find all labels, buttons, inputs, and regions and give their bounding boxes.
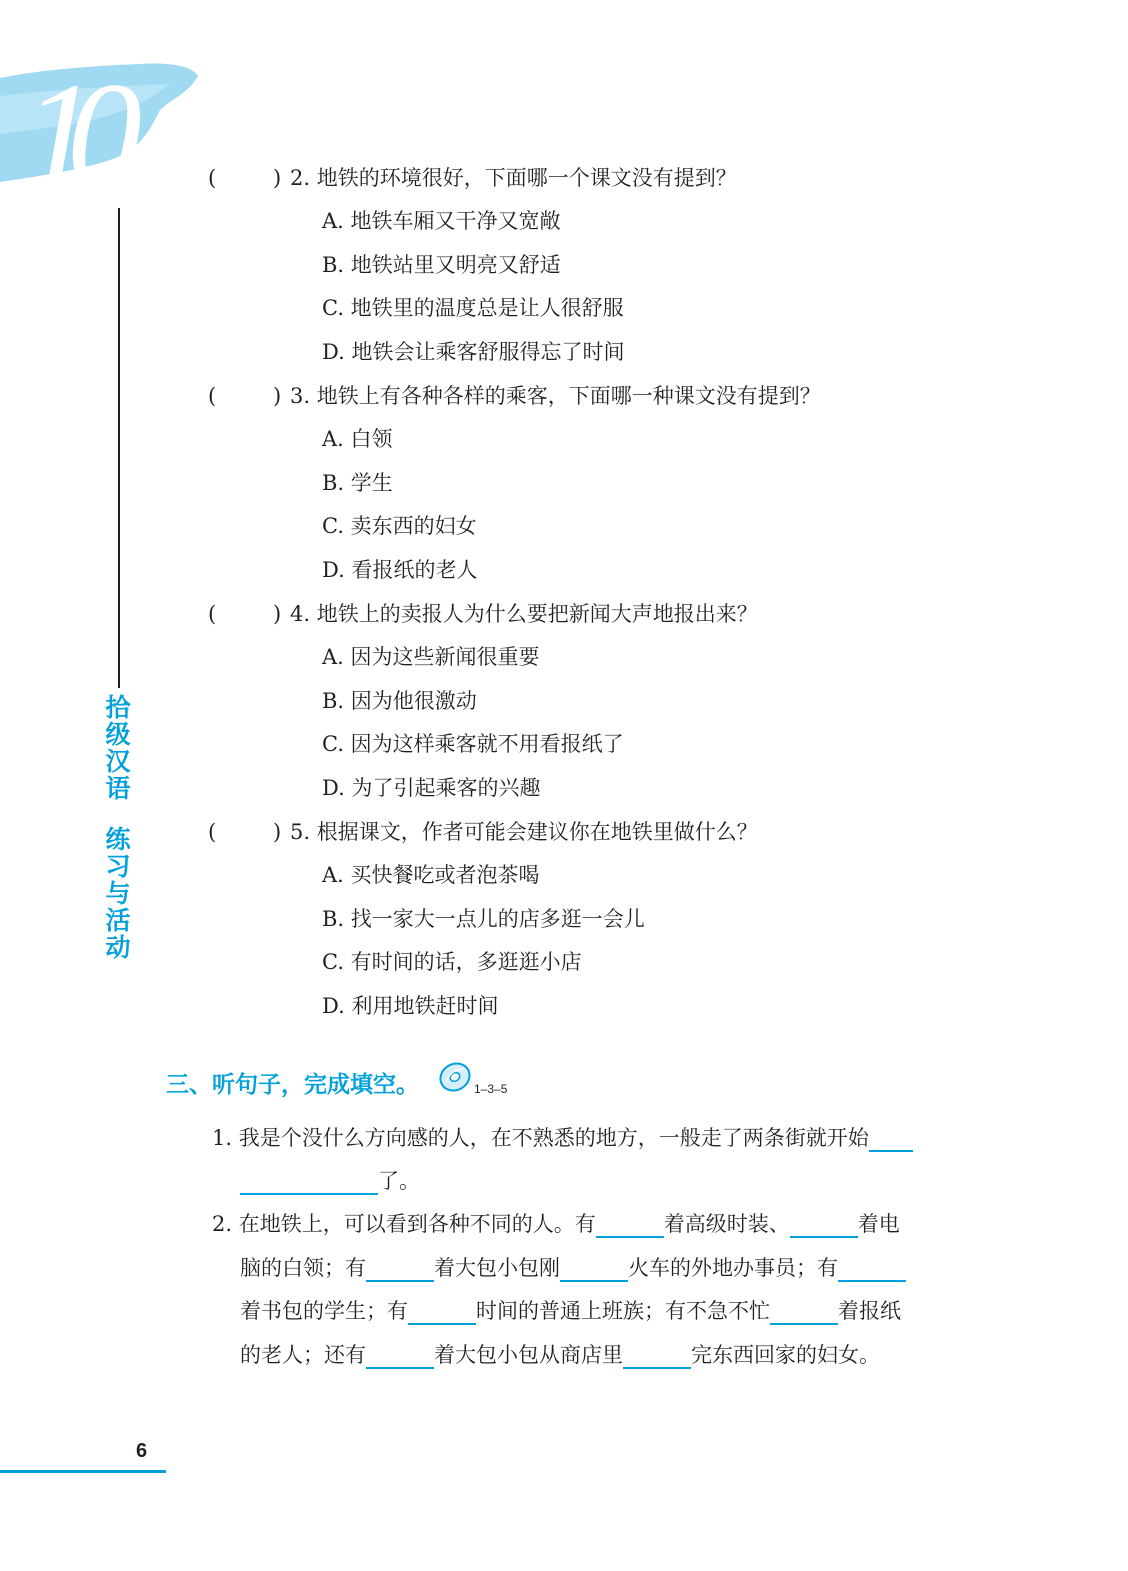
sidebar-rule (118, 208, 120, 688)
option-b: B. 学生 (322, 471, 393, 495)
option-a: A. 地铁车厢又干净又宽敞 (322, 209, 561, 233)
answer-paren-open[interactable]: ( (208, 384, 217, 408)
fill-blank[interactable] (560, 1256, 628, 1282)
sentence-text: 着大包小包刚 (434, 1256, 560, 1280)
sentence-text: 着高级时装、 (663, 1212, 790, 1236)
audio-track-label: 1–3–5 (474, 1082, 508, 1096)
answer-paren-open[interactable]: ( (208, 820, 217, 844)
fill-blank[interactable] (770, 1299, 838, 1325)
sidebar-gap (102, 802, 134, 826)
option-a: A. 买快餐吃或者泡茶喝 (322, 863, 540, 887)
sidebar-char: 习 (105, 852, 131, 881)
sentence-text: 2. 在地铁上，可以看到各种不同的人。有 (212, 1212, 596, 1236)
page-number: 6 (136, 1440, 148, 1462)
sentence-text: 火车的外地办事员；有 (628, 1256, 838, 1280)
fill-blank[interactable] (240, 1169, 378, 1195)
sentence-text: 了。 (378, 1169, 420, 1193)
question-stem: 5. 根据课文，作者可能会建议你在地铁里做什么？ (290, 820, 758, 844)
fill-blank[interactable] (366, 1343, 434, 1369)
sentence-text: 脑的白领；有 (240, 1256, 366, 1280)
answer-paren-close: ) (273, 166, 282, 190)
fill-blank[interactable] (366, 1256, 434, 1282)
option-d: D. 地铁会让乘客舒服得忘了时间 (322, 340, 625, 364)
question-stem: 2. 地铁的环境很好，下面哪一个课文没有提到？ (290, 166, 737, 190)
sentence-text: 完东西回家的妇女。 (691, 1343, 880, 1367)
option-b: B. 因为他很激动 (322, 689, 477, 713)
option-b: B. 找一家大一点儿的店多逛一会儿 (322, 907, 645, 931)
fill-blank[interactable] (869, 1126, 913, 1152)
sentence-text: 1. 我是个没什么方向感的人，在不熟悉的地方，一般走了两条街就开始 (212, 1126, 869, 1150)
sidebar-char: 拾 (105, 693, 131, 722)
question-stem: 4. 地铁上的卖报人为什么要把新闻大声地报出来？ (290, 602, 758, 626)
sidebar-char: 练 (105, 825, 131, 854)
fill-blank[interactable] (596, 1212, 664, 1238)
fill-blank[interactable] (838, 1256, 906, 1282)
answer-paren-close: ) (273, 820, 282, 844)
answer-paren-close: ) (273, 384, 282, 408)
question-stem: 3. 地铁上有各种各样的乘客，下面哪一种课文没有提到？ (290, 384, 821, 408)
option-c: C. 卖东西的妇女 (322, 514, 477, 538)
fill-item-2-line4 (240, 1341, 880, 1369)
lesson-number: 10 (22, 52, 112, 218)
fill-item-2-line2 (240, 1254, 906, 1282)
answer-paren-open[interactable]: ( (208, 602, 217, 626)
fill-item-1 (212, 1124, 913, 1152)
sidebar-char: 级 (105, 720, 131, 749)
sidebar-char: 活 (105, 906, 131, 935)
sentence-text: 着书包的学生；有 (240, 1299, 408, 1323)
sentence-text: 着电 (857, 1212, 900, 1236)
footer-rule (0, 1470, 166, 1473)
option-d: D. 看报纸的老人 (322, 558, 478, 582)
sentence-text: 着报纸 (838, 1299, 901, 1323)
sidebar-char: 语 (105, 774, 131, 803)
fill-blank[interactable] (408, 1299, 476, 1325)
option-a: A. 白领 (322, 427, 393, 451)
option-a: A. 因为这些新闻很重要 (322, 645, 540, 669)
option-c: C. 有时间的话，多逛逛小店 (322, 950, 582, 974)
fill-blank[interactable] (623, 1343, 691, 1369)
option-d: D. 为了引起乘客的兴趣 (322, 776, 541, 800)
option-c: C. 地铁里的温度总是让人很舒服 (322, 296, 624, 320)
sidebar-char: 与 (105, 879, 131, 908)
section-title: 三、听句子，完成填空。 (166, 1072, 419, 1098)
sidebar-book-title (102, 694, 134, 961)
option-b: B. 地铁站里又明亮又舒适 (322, 253, 561, 277)
answer-paren-close: ) (273, 602, 282, 626)
fill-item-1-cont (240, 1167, 420, 1195)
option-c: C. 因为这样乘客就不用看报纸了 (322, 732, 624, 756)
sentence-text: 时间的普通上班族；有不急不忙 (476, 1299, 770, 1323)
fill-blank[interactable] (790, 1212, 858, 1238)
sidebar-char: 动 (105, 933, 131, 962)
sidebar-char: 汉 (105, 747, 131, 776)
fill-item-2 (212, 1210, 900, 1238)
fill-item-2-line3 (240, 1297, 901, 1325)
option-d: D. 利用地铁赶时间 (322, 994, 499, 1018)
sentence-text: 着大包小包从商店里 (434, 1343, 623, 1367)
audio-disc-icon[interactable] (438, 1060, 472, 1094)
answer-paren-open[interactable]: ( (208, 166, 217, 190)
sentence-text: 的老人；还有 (240, 1343, 366, 1367)
